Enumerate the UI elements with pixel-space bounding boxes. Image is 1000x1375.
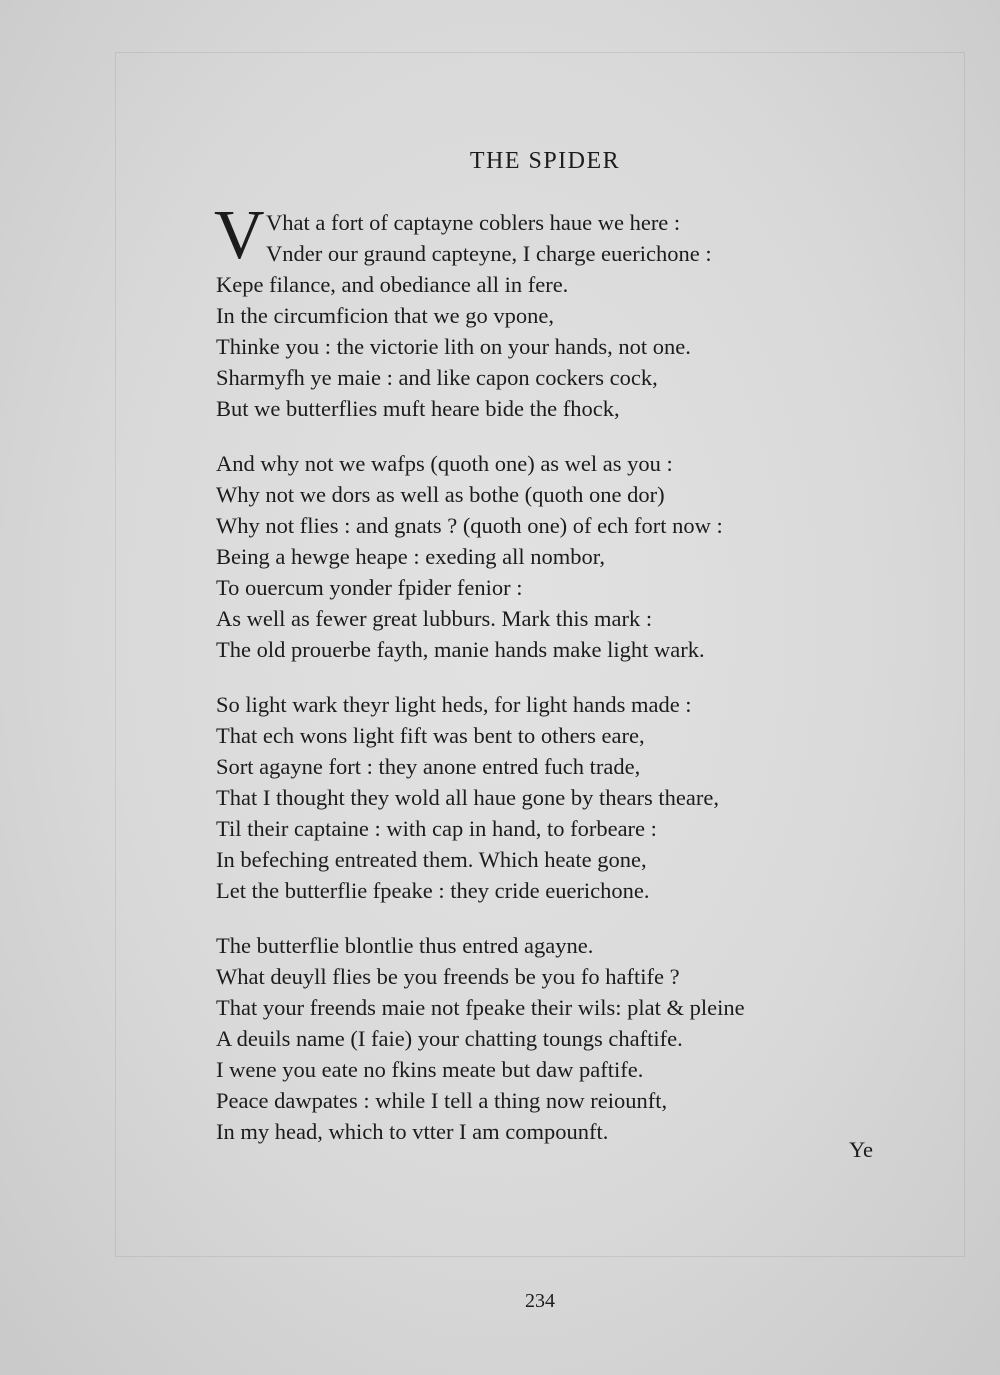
poem-line: That I thought they wold all haue gone by thears theare, (216, 785, 719, 810)
poem-line: The butterflie blontlie thus entred agayne. (216, 933, 594, 958)
poem-line: A deuils name (I faie) your chatting toungs chaftife. (216, 1026, 683, 1051)
poem-line: Sharmyfh ye maie : and like capon cockers cock, (216, 365, 658, 390)
poem-line: Sort agayne fort : they anone entred fuch trade, (216, 754, 641, 779)
poem-line: To ouercum yonder fpider fenior : (216, 575, 523, 600)
poem-line: Why not we dors as well as bothe (quoth one dor) (216, 482, 665, 507)
poem-line: Why not flies : and gnats ? (quoth one) of ech fort now : (216, 513, 723, 538)
poem-line: As well as fewer great lubburs. Mark this mark : (216, 606, 653, 631)
poem-line: In my head, which to vtter I am compounft. (216, 1119, 609, 1144)
stanza-4 (216, 930, 896, 1147)
poem-body (214, 197, 896, 1171)
poem-line: Peace dawpates : while I tell a thing now reiounft, (216, 1088, 668, 1113)
poem-line: That your freends maie not fpeake their wils: plat & pleine (216, 995, 745, 1020)
poem-line: In befeching entreated them. Which heate gone, (216, 847, 647, 872)
poem-line: Let the butterflie fpeake : they cride euerichone. (216, 878, 650, 903)
poem-line: In the circumficion that we go vpone, (216, 303, 555, 328)
poem-line: That ech wons light fift was bent to others eare, (216, 723, 645, 748)
catchword: Ye (849, 1137, 873, 1162)
drop-cap: V (214, 197, 265, 274)
stanza-3 (216, 689, 896, 906)
poem-line: But we butterflies muft heare bide the fhock, (216, 396, 620, 421)
poem-line: And why not we wafps (quoth one) as wel as you : (216, 451, 673, 476)
poem-line: Til their captaine : with cap in hand, to forbeare : (216, 816, 657, 841)
poem-line: What deuyll flies be you freends be you fo haftife ? (216, 964, 680, 989)
poem-line: Vhat a fort of captayne coblers haue we here : (266, 210, 681, 235)
poem-line: Kepe filance, and obediance all in fere. (216, 272, 569, 297)
poem-line: Vnder our graund capteyne, I charge euerichone : (266, 241, 712, 266)
poem-line: I wene you eate no fkins meate but daw paftife. (216, 1057, 644, 1082)
poem-line: So light wark theyr light heds, for light hands made : (216, 692, 692, 717)
stanza-1 (214, 197, 896, 424)
stanza-2 (216, 448, 896, 665)
poem-line: The old prouerbe fayth, manie hands make light wark. (216, 637, 705, 662)
poem-line: Thinke you : the victorie lith on your hands, not one. (216, 334, 691, 359)
page-number: 234 (525, 1290, 555, 1312)
poem-title: THE SPIDER (469, 148, 621, 174)
poem-line: Being a hewge heape : exeding all nombor, (216, 544, 605, 569)
